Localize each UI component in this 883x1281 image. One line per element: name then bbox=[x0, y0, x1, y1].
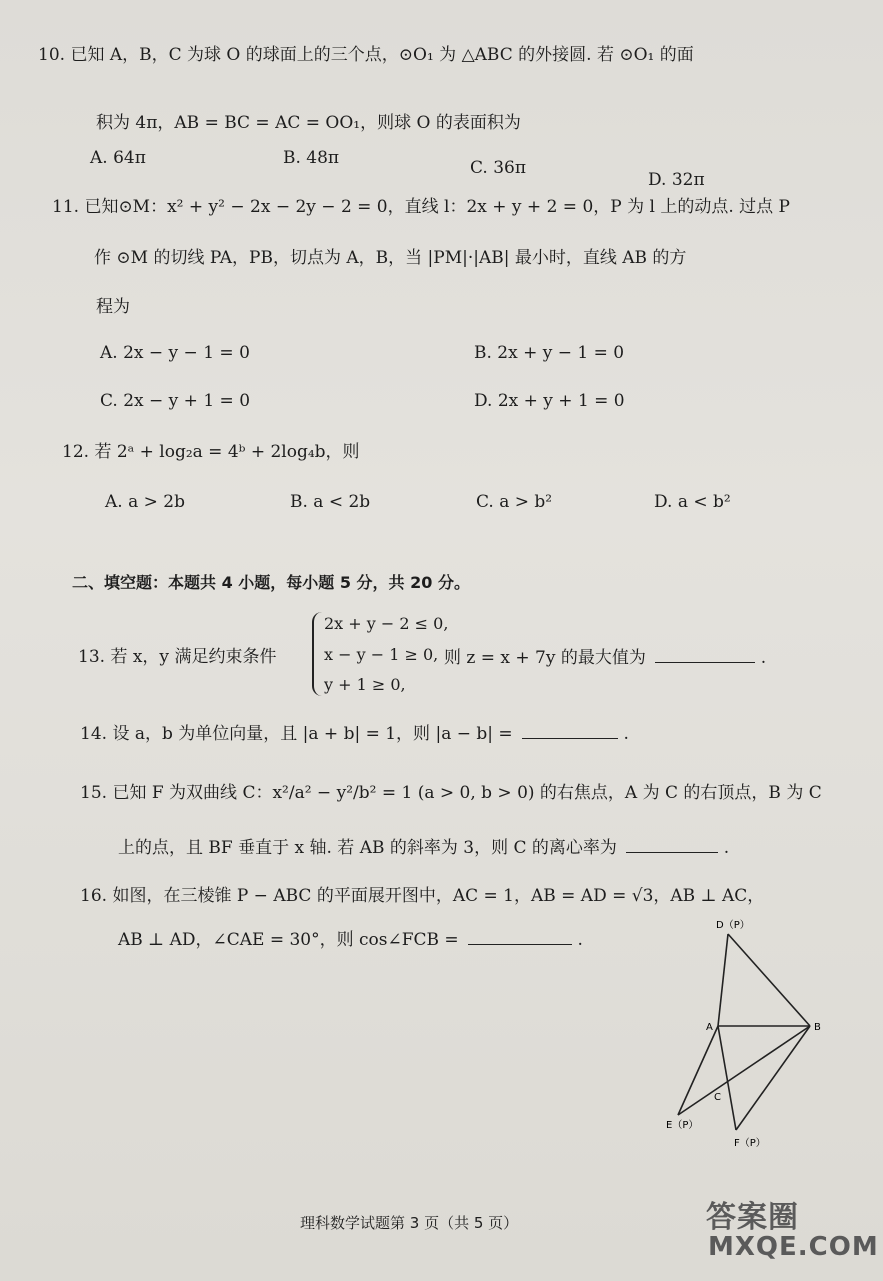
q11-line3: 程为 bbox=[96, 297, 130, 317]
q10-line2: 积为 4π，AB = BC = AC = OO₁，则球 O 的表面积为 bbox=[96, 113, 521, 133]
q14-text: 14. 设 a，b 为单位向量，且 |a + b| = 1，则 |a − b| = bbox=[80, 724, 513, 744]
q13-end-punct: . bbox=[760, 648, 767, 668]
q16-answer-blank bbox=[468, 928, 572, 945]
q13-answer-blank bbox=[655, 646, 755, 663]
q13-prefix: 13. 若 x，y 满足约束条件 bbox=[78, 647, 277, 667]
q11-line2: 作 ⊙M 的切线 PA，PB，切点为 A，B，当 |PM|·|AB| 最小时，直线 AB 的方 bbox=[94, 248, 687, 268]
label-c: C bbox=[714, 1092, 721, 1103]
q12-option-a: A. a > 2b bbox=[105, 492, 185, 512]
label-e-p: E（P） bbox=[666, 1120, 699, 1131]
label-f-p: F（P） bbox=[734, 1138, 766, 1149]
q13-suffix bbox=[444, 646, 766, 669]
watermark-brand: 答案圈 bbox=[706, 1200, 799, 1235]
q14-line bbox=[80, 722, 629, 745]
edge-fb bbox=[736, 1026, 810, 1130]
label-a: A bbox=[706, 1022, 713, 1033]
label-d-p: D（P） bbox=[716, 920, 750, 931]
q15-line1: 15. 已知 F 为双曲线 C：x²/a² − y²/b² = 1 (a > 0, b > 0) 的右焦点，A 为 C 的右顶点，B 为 C bbox=[80, 783, 822, 803]
q13-constraint-2: x − y − 1 ≥ 0, bbox=[324, 645, 439, 664]
q10-option-c: C. 36π bbox=[470, 158, 527, 178]
q12-line1: 12. 若 2ᵃ + log₂a = 4ᵇ + 2log₄b，则 bbox=[62, 442, 360, 462]
q13-suffix-text: 则 z = x + 7y 的最大值为 bbox=[444, 648, 646, 668]
q16-end-punct: . bbox=[577, 930, 583, 950]
q14-end-punct: . bbox=[623, 724, 629, 744]
q14-answer-blank bbox=[522, 722, 618, 739]
q16-line2 bbox=[118, 928, 583, 951]
tetrahedron-net-figure bbox=[640, 910, 860, 1160]
q15-end-punct: . bbox=[723, 838, 730, 858]
edge-db bbox=[728, 934, 810, 1026]
q10-option-b: B. 48π bbox=[283, 148, 340, 168]
q11-option-b: B. 2x + y − 1 = 0 bbox=[474, 343, 625, 363]
q15-answer-blank bbox=[626, 836, 718, 853]
q10-option-d: D. 32π bbox=[648, 170, 705, 190]
watermark-logo bbox=[700, 1188, 879, 1272]
watermark-url: MXQE.COM bbox=[708, 1232, 879, 1262]
q12-option-c: C. a > b² bbox=[476, 492, 553, 512]
q13-constraint-3: y + 1 ≥ 0, bbox=[324, 675, 406, 694]
q16-line1: 16. 如图，在三棱锥 P − ABC 的平面展开图中，AC = 1，AB = AD = √3，AB ⊥ AC， bbox=[80, 886, 765, 906]
section-heading-fill-blank: 二、填空题：本题共 4 小题，每小题 5 分，共 20 分。 bbox=[72, 573, 470, 592]
constraint-brace bbox=[312, 612, 324, 696]
q11-option-d: D. 2x + y + 1 = 0 bbox=[474, 391, 625, 411]
q10-line1: 10. 已知 A，B，C 为球 O 的球面上的三个点，⊙O₁ 为 △ABC 的外接圆. 若 ⊙O₁ 的面 bbox=[38, 45, 694, 65]
q12-option-b: B. a < 2b bbox=[290, 492, 371, 512]
label-b: B bbox=[814, 1022, 821, 1033]
q11-option-c: C. 2x − y + 1 = 0 bbox=[100, 391, 251, 411]
page-footer: 理科数学试题第 3 页（共 5 页） bbox=[300, 1214, 519, 1232]
q11-line1: 11. 已知⊙M：x² + y² − 2x − 2y − 2 = 0，直线 l：2x + y + 2 = 0，P 为 l 上的动点. 过点 P bbox=[52, 197, 790, 217]
edge-da bbox=[718, 934, 728, 1026]
q11-option-a: A. 2x − y − 1 = 0 bbox=[100, 343, 250, 363]
q12-option-d: D. a < b² bbox=[654, 492, 731, 512]
q16-text: AB ⊥ AD，∠CAE = 30°，则 cos∠FCB = bbox=[118, 930, 459, 950]
q13-constraint-1: 2x + y − 2 ≤ 0, bbox=[324, 614, 449, 633]
q15-text: 上的点，且 BF 垂直于 x 轴. 若 AB 的斜率为 3，则 C 的离心率为 bbox=[118, 838, 617, 858]
q10-option-a: A. 64π bbox=[90, 148, 146, 168]
q15-line2 bbox=[118, 836, 729, 859]
